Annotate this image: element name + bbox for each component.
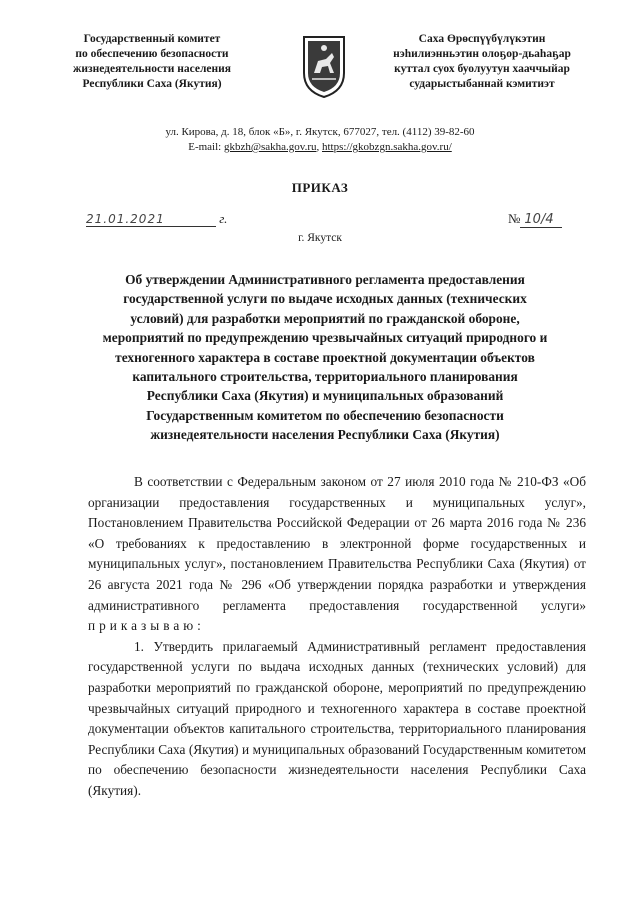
header-left-line: жизнедеятельности населения [73, 63, 231, 75]
address-line: ул. Кирова, д. 18, блок «Б», г. Якутск, 677027, тел. (4112) 39-82-60 [165, 126, 475, 138]
subject-line: мероприятий по предупреждению чрезвычайных ситуаций природного и [102, 330, 548, 346]
header-right-line: Саха Өрөспүүбүлүкэтин [418, 33, 546, 45]
preamble-text: В соответствии с Федеральным законом от 27 июля 2010 года № 210-ФЗ «Об организации предоставления государственных и муниципальных услуг», Постановлением Правительства Российской Федерации от 26 марта 2016 года № 236 «О требованиях к предоставлению в электронной форме государственных и муниципальных услуг», постановлением Правительства Республики Саха (Якутия) от 26 августа 2021 года № 296 «Об утверждении порядка разработки и утверждения административного регламента предоставления государственной услуги» [88, 474, 586, 613]
city-name: г. Якутск [298, 232, 342, 244]
preamble-paragraph [88, 472, 586, 637]
subject-line: условий) для разработки мероприятий по гражданской обороне, [130, 310, 520, 326]
subject-line: жизнедеятельности населения Республики Саха (Якутия) [150, 427, 500, 443]
number-sign: № [508, 211, 521, 226]
document-type-title: ПРИКАЗ [291, 180, 349, 195]
header-left-line: Республики Саха (Якутия) [82, 78, 222, 90]
header-right-agency-name [382, 32, 582, 92]
header-left-agency-name [52, 32, 252, 92]
header-right-line: нэһилиэнньэтин олоҕор-дьаһаҕар [393, 48, 571, 60]
order-directive: приказываю: [88, 618, 205, 634]
subject-line: государственной услуги по выдаче исходных данных (технических [123, 291, 527, 307]
order-body [88, 472, 586, 802]
header-right-line: сударыстыбаннай кэмитиэт [409, 78, 555, 90]
email-separator: , [316, 141, 322, 153]
subject-line: техногенного характера в составе проектной документации объектов [115, 349, 535, 365]
email-link[interactable]: gkbzh@sakha.gov.ru [223, 141, 317, 153]
header-right-line: куттал суох буолуутун хааччыйар [394, 63, 570, 75]
handwritten-number: 10/4 [520, 212, 562, 228]
subject-line: капитального строительства, территориального планирования [132, 369, 518, 385]
subject-line: Об утверждении Административного регламента предоставления [125, 272, 525, 287]
order-date [86, 211, 227, 227]
date-suffix: г. [219, 211, 228, 226]
header-left-line: Государственный комитет [83, 33, 221, 45]
header-left-line: по обеспечению безопасности [75, 48, 229, 60]
contact-line [0, 140, 640, 154]
order-subject-heading [96, 270, 554, 445]
clause-1-paragraph: 1. Утвердить прилагаемый Административный регламент предоставления государственной услуги по выдача исходных данных (технических условий) для разработки мероприятий по гражданской обороне, мероприятий по предупреждению чрезвычайных ситуаций природного и техногенного характера в составе проектной документации объектов капитального строительства, территориального планирования Республики Саха (Якутия) и муниципальных образований Государственным комитетом по обеспечению безопасности жизнедеятельности населения Республики Саха (Якутия). [88, 638, 586, 798]
subject-line: Государственным комитетом по обеспечению безопасности [146, 407, 504, 423]
handwritten-date: 21.01.2021 [86, 212, 216, 227]
website-link[interactable]: https://gkobzgn.sakha.gov.ru/ [322, 141, 452, 153]
coat-of-arms-emblem [300, 33, 348, 99]
subject-line: Республики Саха (Якутия) и муниципальных образований [146, 388, 504, 404]
email-prefix: E-mail: [188, 141, 224, 153]
order-number [508, 211, 562, 228]
